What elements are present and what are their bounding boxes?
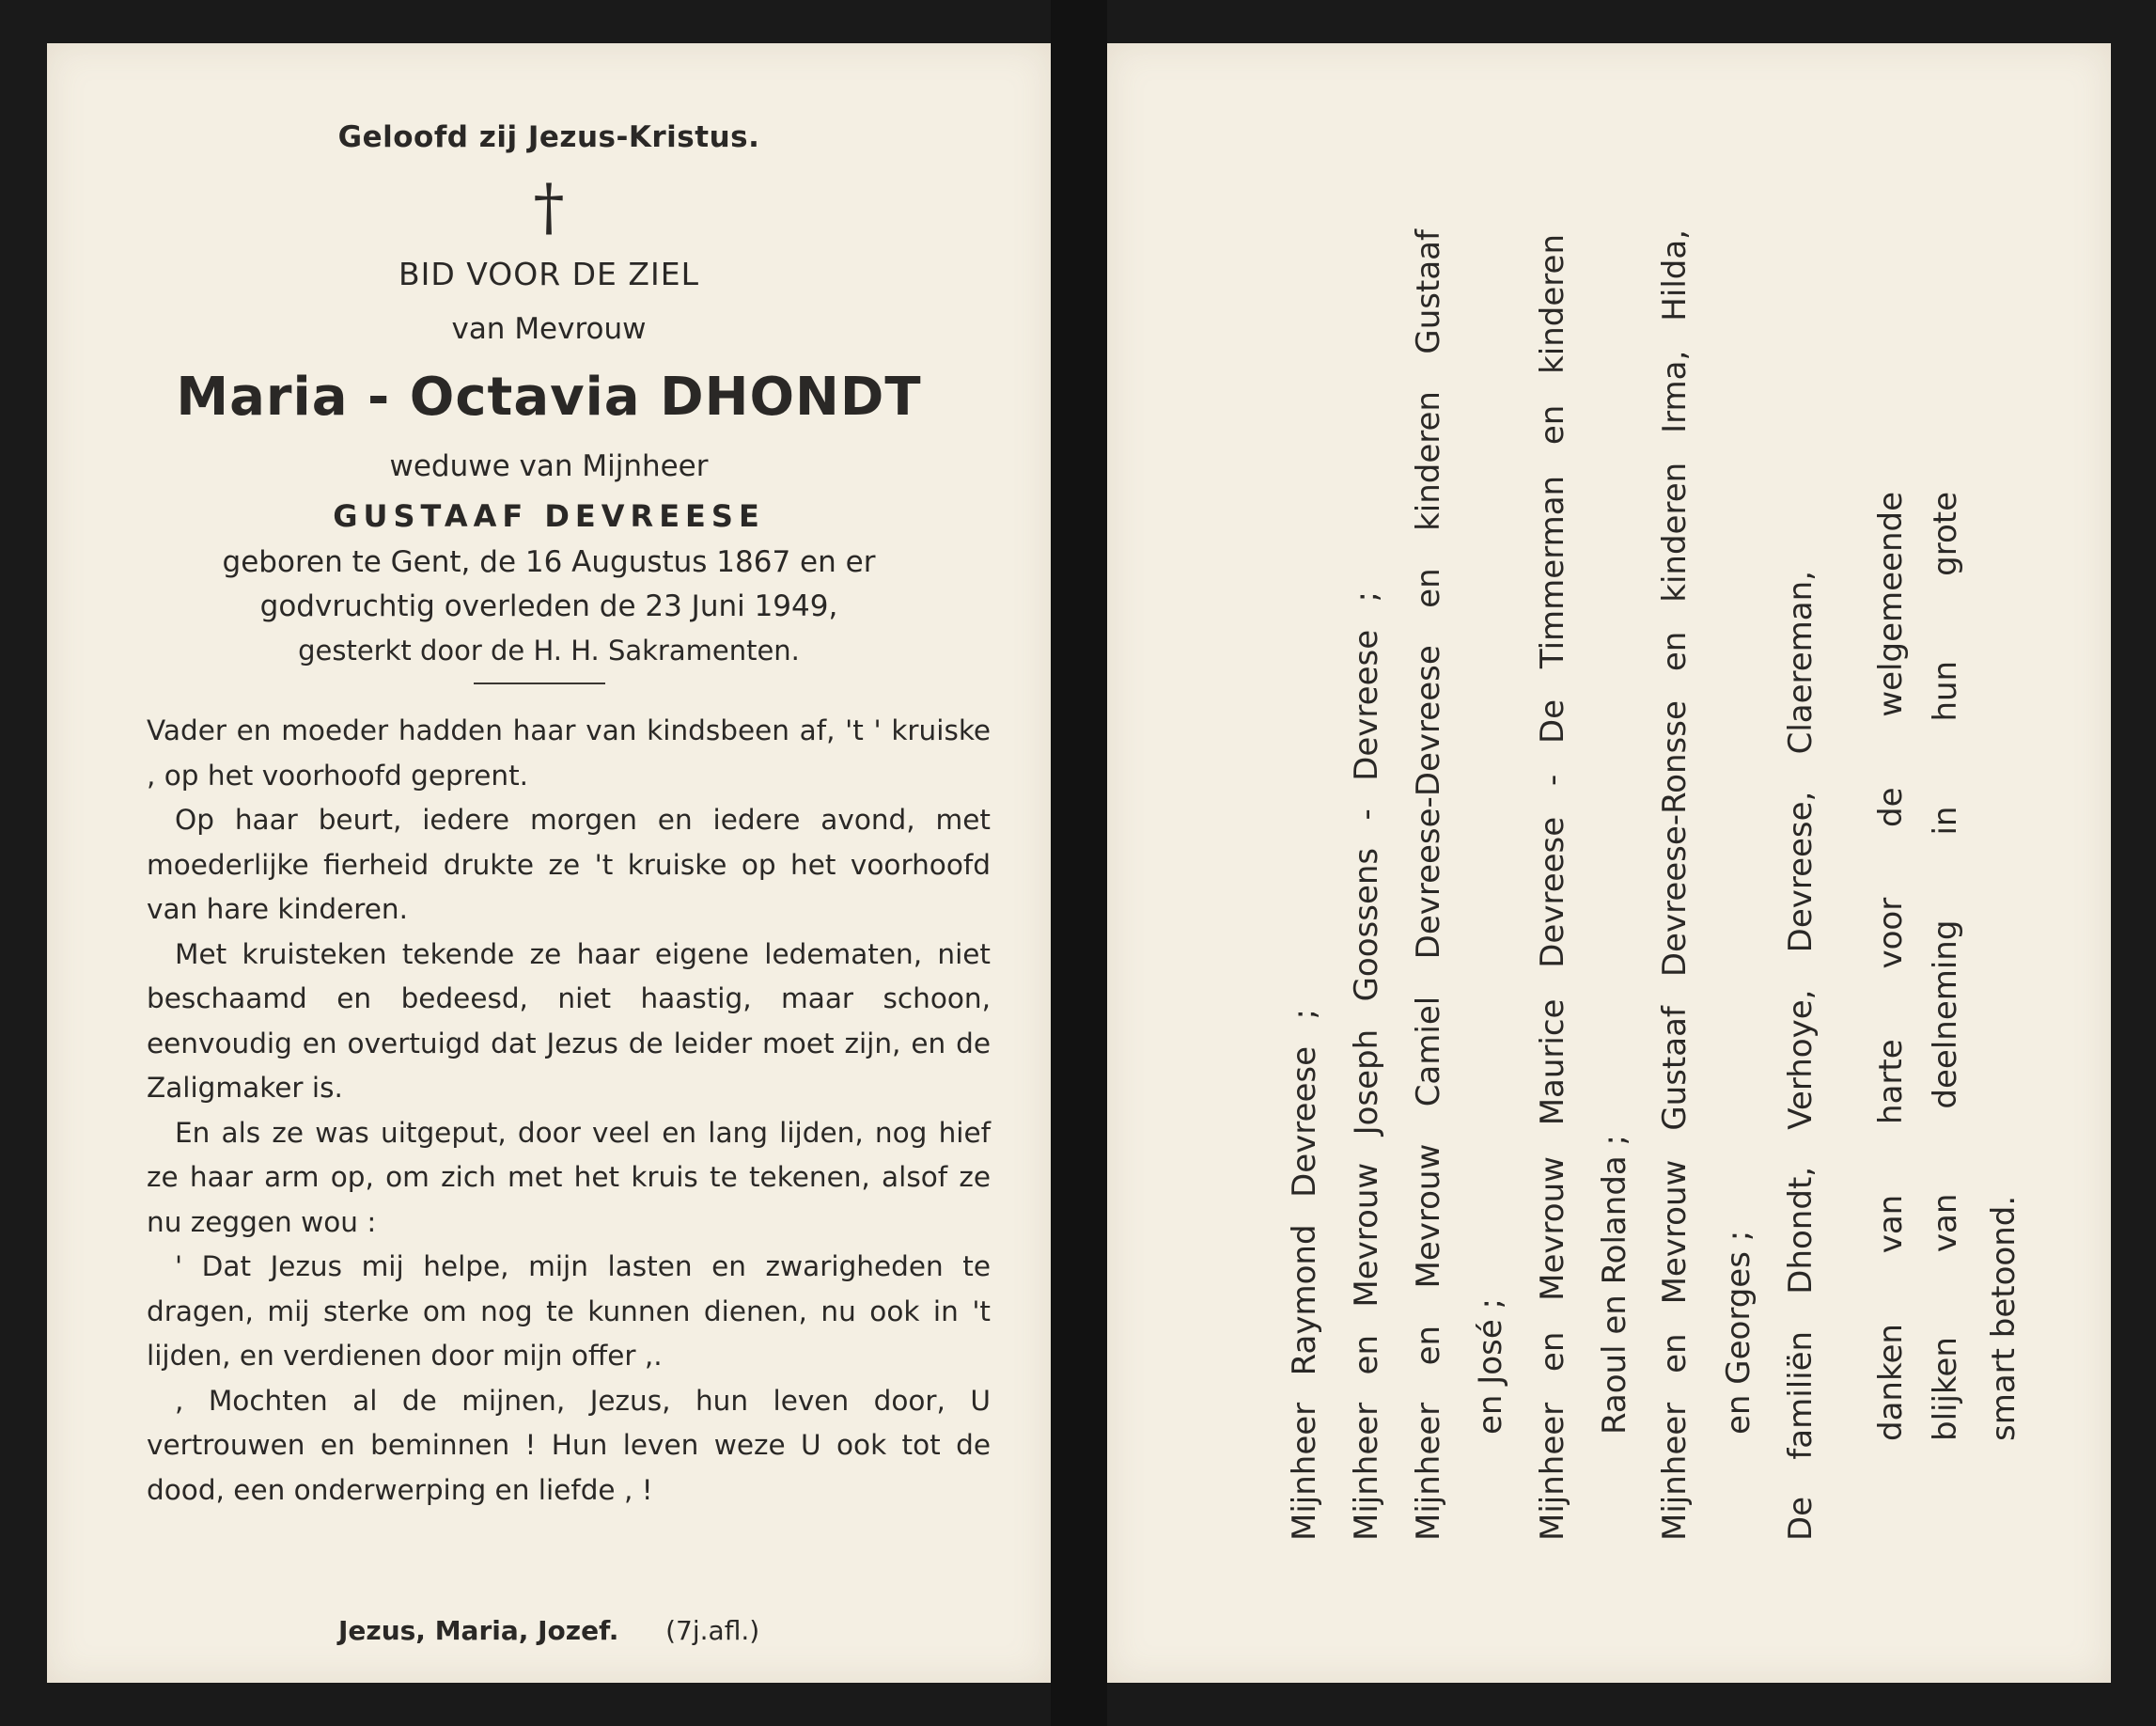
- left-page: [47, 43, 1051, 1683]
- divider: [474, 683, 605, 684]
- family-line: Mijnheer en Mevrouw Maurice Devreese - De Timmerman en kinderen: [1534, 234, 1571, 1541]
- husband-name: GUSTAAF DEVREESE: [333, 498, 765, 534]
- closing-line: [338, 1615, 759, 1646]
- memorial-text: [147, 709, 991, 1513]
- paragraph: Met kruisteken tekende ze haar eigene ledematen, niet beschaamd en bedeesd, niet haastig, maar schoon, eenvoudig en overtuigd dat Jezus de leider moet zijn, en de Zaligmaker is.: [147, 937, 991, 1104]
- indulgence-note: (7j.afl.): [665, 1615, 760, 1646]
- van-mevrouw: van Mevrouw: [451, 312, 647, 346]
- cross-icon: †: [533, 171, 565, 243]
- greeting: Geloofd zij Jezus-Kristus.: [337, 120, 760, 154]
- family-line: Raoul en Rolanda ;: [1596, 1135, 1633, 1435]
- thanks-line: danken van harte voor de welgemeende: [1872, 492, 1910, 1441]
- paragraph: , Mochten al de mijnen, Jezus, hun leven door, U vertrouwen en beminnen ! Hun leven weze U ook tot de dood, een onderwerping en liefde , !: [147, 1384, 991, 1506]
- card-fold: [1051, 0, 1107, 1726]
- deceased-name: Maria - Octavia DHONDT: [176, 367, 922, 428]
- thanks-line: smart betoond.: [1985, 1195, 2023, 1441]
- right-page: [1107, 43, 2111, 1683]
- born-line: geboren te Gent, de 16 Augustus 1867 en er: [222, 545, 876, 579]
- paragraph: Vader en moeder hadden haar van kindsbeen af, 't ' kruiske , op het voorhoofd geprent.: [147, 714, 991, 792]
- family-line: Mijnheer en Mevrouw Camiel Devreese-Devreese en kinderen Gustaaf: [1410, 229, 1447, 1541]
- family-line: en Georges ;: [1720, 1230, 1758, 1435]
- family-line: De familiën Dhondt, Verhoye, Devreese, Claereman,: [1782, 571, 1820, 1541]
- family-line: en José ;: [1472, 1298, 1509, 1435]
- sacraments-line: gesterkt door de H. H. Sakramenten.: [298, 635, 800, 667]
- family-line: Mijnheer en Mevrouw Joseph Goossens - Devreese ;: [1348, 591, 1385, 1541]
- prayer-title: BID VOOR DE ZIEL: [398, 256, 699, 292]
- paragraph: Op haar beurt, iedere morgen en iedere avond, met moederlijke fierheid drukte ze 't kruiske op het voorhoofd van hare kinderen.: [147, 804, 991, 925]
- family-line: Mijnheer Raymond Devreese ;: [1286, 1009, 1323, 1541]
- paragraph: En als ze was uitgeput, door veel en lang lijden, nog hief ze haar arm op, om zich met het kruis te tekenen, alsof ze nu zeggen wou :: [147, 1116, 991, 1238]
- family-line: Mijnheer en Mevrouw Gustaaf Devreese-Ronsse en kinderen Irma, Hilda,: [1656, 229, 1694, 1541]
- closing-invocation: Jezus, Maria, Jozef.: [338, 1615, 619, 1646]
- died-line: godvruchtig overleden de 23 Juni 1949,: [259, 589, 838, 623]
- widow-of: weduwe van Mijnheer: [389, 449, 709, 483]
- paragraph: ' Dat Jezus mij helpe, mijn lasten en zwarigheden te dragen, mij sterke om nog te kunnen dienen, nu ook in 't lijden, en verdienen door mijn offer ,.: [147, 1250, 991, 1372]
- thanks-line: blijken van deelneming in hun grote: [1927, 492, 1964, 1441]
